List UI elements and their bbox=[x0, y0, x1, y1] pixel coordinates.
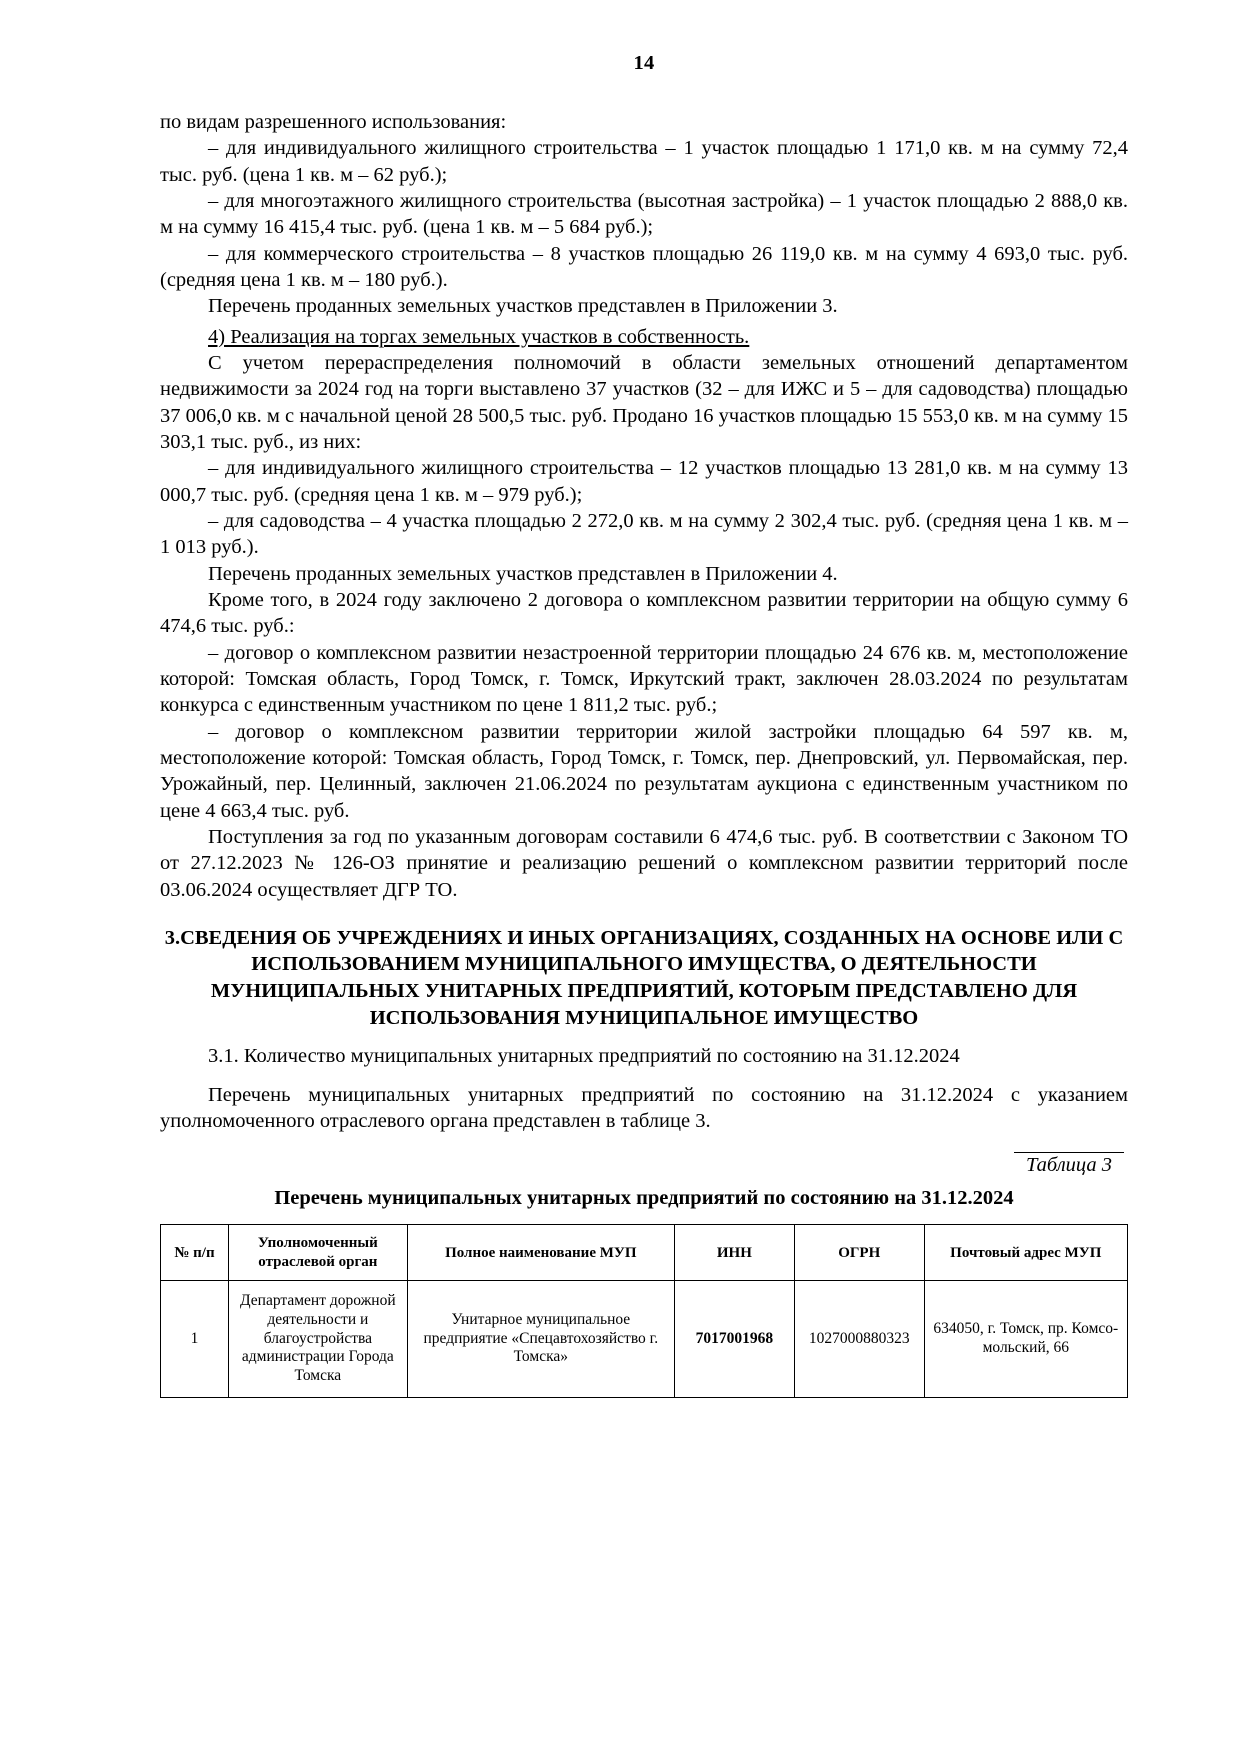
page-number: 14 bbox=[633, 52, 655, 74]
table-header-organ: Уполномоченный отраслевой орган bbox=[228, 1225, 407, 1281]
table-header-address: Почтовый адрес МУП bbox=[924, 1225, 1127, 1281]
paragraph-izhs-sale: – для индивидуального жилищного строительства – 1 участок площадью 1 171,0 кв. м на сумму 72,4 тыс. руб. (цена 1 кв. м – 62 руб.); bbox=[160, 137, 1128, 186]
table-header-ogrn: ОГРН bbox=[794, 1225, 924, 1281]
paragraph-appendix-4: Перечень проданных земельных участков представлен в Приложении 4. bbox=[208, 562, 838, 585]
table-label-text: Таблица 3 bbox=[1014, 1152, 1124, 1177]
table-label bbox=[160, 1152, 1124, 1177]
paragraph-izhs-auction: – для индивидуального жилищного строительства – 12 участков площадью 13 281,0 кв. м на сумму 13 000,7 тыс. руб. (средняя цена 1 кв. м – 979 руб.); bbox=[160, 457, 1128, 506]
paragraph-krt-undeveloped: – договор о комплексном развитии незастроенной территории площадью 24 676 кв. м, местоположение которой: Томская область, Город Томск, г. Томск, Иркутский тракт, заключен 28.03.2024 по результатам конкурса с единственным участником по цене 1 811,2 тыс. руб.; bbox=[160, 641, 1128, 717]
cell-name: Унитарное муниципальное предприятие «Спецавтохозяйство г. Томска» bbox=[407, 1280, 674, 1397]
table-caption: Перечень муниципальных унитарных предприятий по состоянию на 31.12.2024 bbox=[274, 1187, 1014, 1210]
subheading-text: 4) Реализация на торгах земельных участков в собственность. bbox=[208, 325, 750, 348]
subheading-auction-ownership bbox=[160, 324, 1128, 350]
section-heading-3: 3.СВЕДЕНИЯ ОБ УЧРЕЖДЕНИЯХ И ИНЫХ ОРГАНИЗАЦИЯХ, СОЗДАННЫХ НА ОСНОВЕ ИЛИ С ИСПОЛЬЗОВАНИЕМ МУНИЦИПАЛЬНОГО ИМУЩЕСТВА, О ДЕЯТЕЛЬНОСТИ МУНИЦИПАЛЬНЫХ УНИТАРНЫХ ПРЕДПРИЯТИЙ, КОТОРЫМ ПРЕДСТАВЛЕНО ДЛЯ ИСПОЛЬЗОВАНИЯ МУНИЦИПАЛЬНОЕ ИМУЩЕСТВО bbox=[164, 926, 1124, 1029]
paragraph-commercial-sale: – для коммерческого строительства – 8 участков площадью 26 119,0 кв. м на сумму 4 693,0 тыс. руб. (средняя цена 1 кв. м – 180 руб.). bbox=[160, 242, 1128, 291]
paragraph-krt-receipts: Поступления за год по указанным договорам составили 6 474,6 тыс. руб. В соответствии с Законом ТО от 27.12.2023 № 126-ОЗ принятие и реализацию решений о комплексном развитии территорий после 03.06.2024 осуществляет ДГР ТО. bbox=[160, 825, 1128, 901]
cell-organ: Департамент дорожной деятельности и благоустройства администрации Города Томска bbox=[228, 1280, 407, 1397]
table-header-number: № п/п bbox=[161, 1225, 229, 1281]
cell-ogrn: 1027000880323 bbox=[794, 1280, 924, 1397]
paragraph-intro: по видам разрешенного использования: bbox=[160, 111, 507, 133]
paragraph-auction-summary: С учетом перераспределения полномочий в области земельных отношений департаментом недвижимости за 2024 год на торги выставлено 37 участков (32 – для ИЖС и 5 – для садоводства) площадью 37 006,0 кв. м с начальной ценой 28 500,5 тыс. руб. Продано 16 участков площадью 15 553,0 кв. м на сумму 15 303,1 тыс. руб., из них: bbox=[160, 351, 1128, 453]
table-header-name: Полное наименование МУП bbox=[407, 1225, 674, 1281]
cell-inn: 7017001968 bbox=[674, 1280, 794, 1397]
cell-address: 634050, г. Томск, пр. Комсо-мольский, 66 bbox=[924, 1280, 1127, 1397]
mup-table bbox=[160, 1224, 1128, 1398]
table-header-row bbox=[161, 1225, 1128, 1281]
table-header-inn: ИНН bbox=[674, 1225, 794, 1281]
cell-number: 1 bbox=[161, 1280, 229, 1397]
table-row bbox=[161, 1280, 1128, 1397]
paragraph-krt-residential: – договор о комплексном развитии территории жилой застройки площадью 64 597 кв. м, местоположение которой: Томская область, Город Томск, г. Томск, пер. Днепровский, ул. Первомайская, пер. Урожайный, пер. Целинный, заключен 21.06.2024 по результатам аукциона с единственным участником по цене 4 663,4 тыс. руб. bbox=[160, 720, 1128, 822]
paragraph-appendix-3: Перечень проданных земельных участков представлен в Приложении 3. bbox=[208, 295, 838, 318]
paragraph-3-1-heading: 3.1. Количество муниципальных унитарных предприятий по состоянию на 31.12.2024 bbox=[208, 1045, 960, 1068]
paragraph-gardening-auction: – для садоводства – 4 участка площадью 2 272,0 кв. м на сумму 2 302,4 тыс. руб. (средняя цена 1 кв. м – 1 013 руб.). bbox=[160, 509, 1128, 559]
paragraph-krt-intro: Кроме того, в 2024 году заключено 2 договора о комплексном развитии территории на общую сумму 6 474,6 тыс. руб.: bbox=[160, 588, 1128, 638]
paragraph-mup-list-reference: Перечень муниципальных унитарных предприятий по состоянию на 31.12.2024 с указанием уполномоченного отраслевого органа представлен в таблице 3. bbox=[160, 1083, 1128, 1133]
paragraph-multistorey-sale: – для многоэтажного жилищного строительства (высотная застройка) – 1 участок площадью 2 888,0 кв. м на сумму 16 415,4 тыс. руб. (цена 1 кв. м – 5 684 руб.); bbox=[160, 189, 1128, 239]
